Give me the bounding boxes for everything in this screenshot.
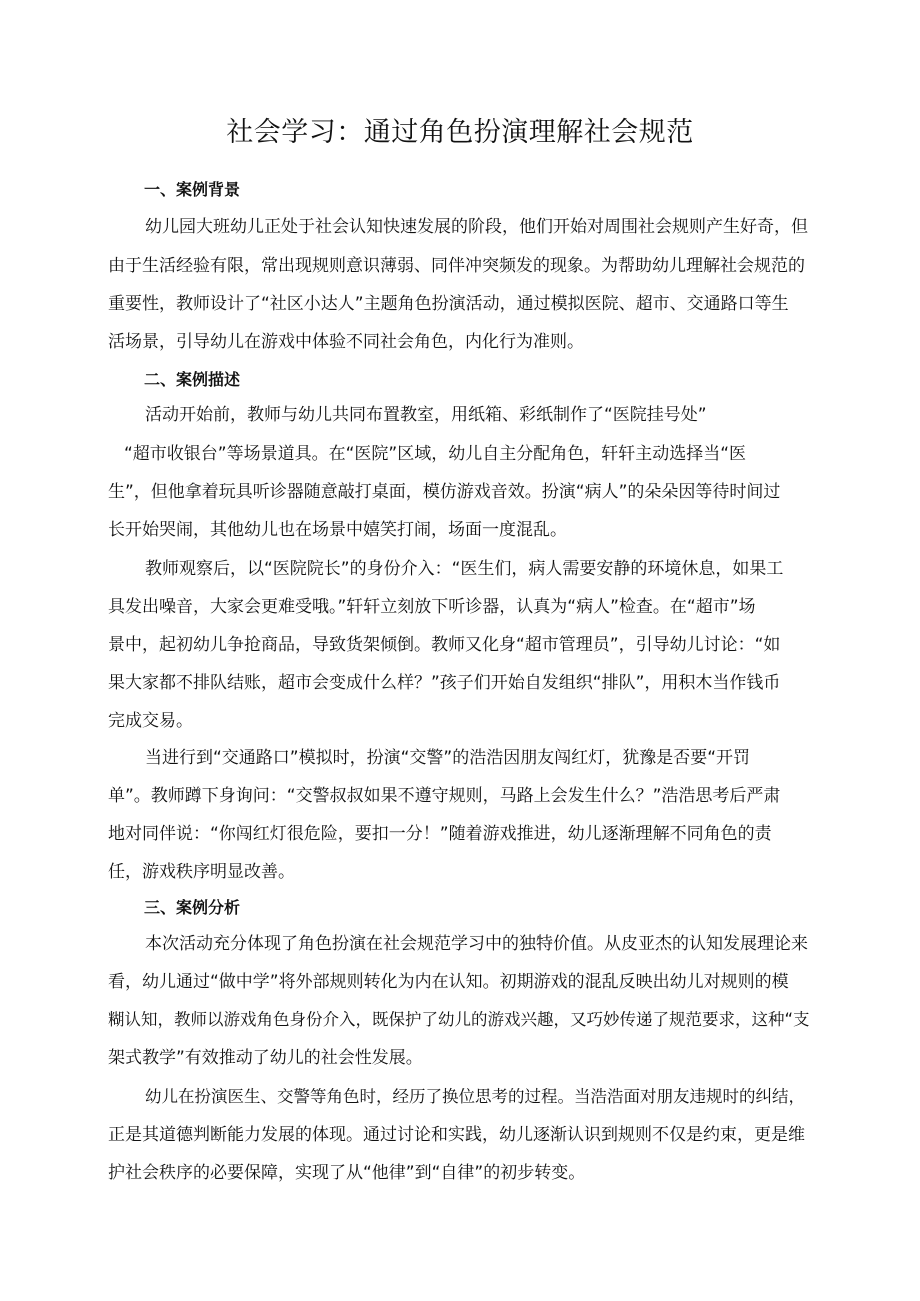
paragraph-line: 活动开始前，教师与幼儿共同布置教室，用纸箱、彩纸制作了“医院挂号处”: [145, 405, 707, 425]
paragraph-line: 当进行到“交通路口”模拟时，扮演“交警”的浩浩因朋友闯红灯，犹豫是否要“开罚: [145, 748, 751, 768]
paragraph-line: 糊认知，教师以游戏角色身份介入，既保护了幼儿的游戏兴趣，又巧妙传递了规范要求，这种“支: [108, 1010, 810, 1029]
section-heading-analysis: 三、案例分析: [144, 898, 241, 917]
paragraph-line: 任，游戏秩序明显改善。: [108, 862, 295, 882]
paragraph-line: 幼儿园大班幼儿正处于社会认知快速发展的阶段，他们开始对周围社会规则产生好奇，但: [145, 217, 808, 237]
section-heading-background: 一、案例背景: [144, 180, 241, 199]
paragraph-line: 生”，但他拿着玩具听诊器随意敲打桌面，模仿游戏音效。扮演“病人”的朵朵因等待时间过: [108, 482, 781, 502]
paragraph-line: 完成交易。: [108, 711, 193, 731]
paragraph-line: 单”。教师蹲下身询问：“交警叔叔如果不遵守规则，马路上会发生什么？”浩浩思考后严肃: [108, 786, 781, 806]
paragraph-line: 重要性，教师设计了“社区小达人”主题角色扮演活动，通过模拟医院、超市、交通路口等生: [108, 294, 789, 314]
paragraph-line: 具发出噪音，大家会更难受哦。”轩轩立刻放下听诊器，认真为“病人”检查。在“超市”场: [108, 597, 756, 617]
paragraph-line: 教师观察后，以“医院院长”的身份介入：“医生们，病人需要安静的环境休息，如果工: [145, 559, 784, 579]
paragraph-line: 架式教学”有效推动了幼儿的社会性发展。: [108, 1048, 423, 1068]
paragraph-line: 看，幼儿通过“做中学”将外部规则转化为内在认知。初期游戏的混乱反映出幼儿对规则的模: [108, 972, 789, 992]
paragraph-line: 景中，起初幼儿争抢商品，导致货架倾倒。教师又化身“超市管理员”，引导幼儿讨论：“如: [108, 635, 781, 655]
section-heading-description: 二、案例描述: [144, 370, 241, 389]
paragraph-line: 地对同伴说：“你闯红灯很危险，要扣一分！”随着游戏推进，幼儿逐渐理解不同角色的责: [108, 824, 772, 844]
paragraph-line: 正是其道德判断能力发展的体现。通过讨论和实践，幼儿逐渐认识到规则不仅是约束，更是维: [108, 1125, 805, 1145]
paragraph-line: 幼儿在扮演医生、交警等角色时，经历了换位思考的过程。当浩浩面对朋友违规时的纠结，: [145, 1087, 805, 1106]
paragraph-line: 长开始哭闹，其他幼儿也在场景中嬉笑打闹，场面一度混乱。: [108, 520, 567, 540]
paragraph-line: 由于生活经验有限，常出现规则意识薄弱、同伴冲突频发的现象。为帮助幼儿理解社会规范的: [108, 256, 805, 276]
document-title: 社会学习：通过角色扮演理解社会规范: [226, 117, 694, 148]
paragraph-line: 活场景，引导幼儿在游戏中体验不同社会角色，内化行为准则。: [108, 332, 584, 352]
paragraph-line: “超市收银台”等场景道具。在“医院”区域，幼儿自主分配角色，轩轩主动选择当“医: [124, 444, 747, 464]
paragraph-line: 果大家都不排队结账，超市会变成什么样？”孩子们开始自发组织“排队”，用积木当作钱币: [108, 673, 781, 693]
paragraph-line: 护社会秩序的必要保障，实现了从“他律”到“自律”的初步转变。: [108, 1163, 586, 1183]
paragraph-line: 本次活动充分体现了角色扮演在社会规范学习中的独特价值。从皮亚杰的认知发展理论来: [145, 934, 808, 954]
